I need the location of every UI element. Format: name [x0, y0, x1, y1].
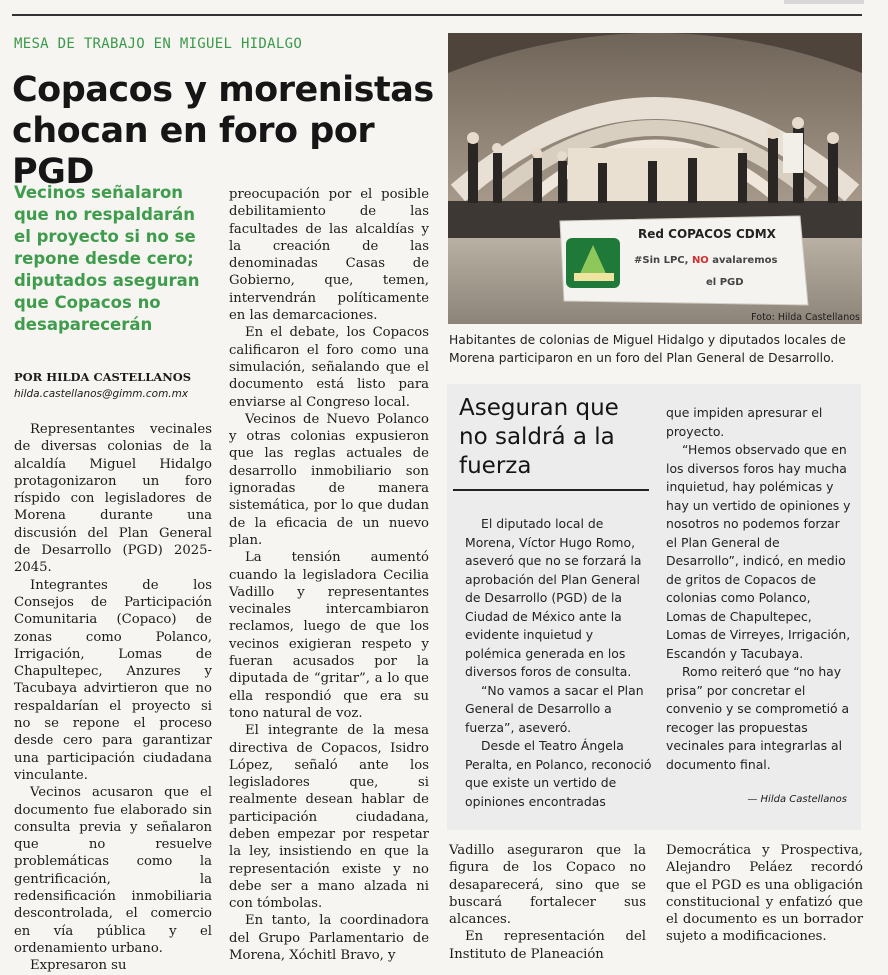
paragraph: Representantes vecinales de diversas colonias de la alcaldía Miguel Hidalgo protagonizaron un foro ríspido con legisladores de Morena durante una discusión del Plan General de Desarrollo (PGD) 2025-2045.	[14, 422, 212, 576]
protest-banner	[560, 216, 808, 305]
author-email[interactable]: hilda.castellanos@gimm.com.mx	[14, 388, 189, 400]
paragraph: Vadillo aseguraron que la figura de los Copaco no desaparecerá, sino que se buscará fortalecer sus alcances.	[449, 843, 646, 928]
article-column-4	[666, 842, 863, 962]
paragraph: Integrantes de los Consejos de Participación Comunitaria (Copaco) de zonas como Polanco, Irrigación, Lomas de Chapultepec, Anzures y Tacubaya advirtieron que no respaldarían el proyecto si no se repone el proceso desde cero para garantizar una participación ciudadana vinculante.	[14, 577, 212, 783]
corner-mark	[784, 0, 864, 4]
article-column-2	[229, 186, 429, 964]
section-kicker: MESA DE TRABAJO EN MIGUEL HIDALGO	[14, 36, 303, 52]
paragraph: En el debate, los Copacos calificaron el foro como una simulación, señalando que el documento está listo para enviarse al Congreso local.	[229, 325, 429, 410]
paragraph: “No vamos a sacar el Plan General de Desarrollo a fuerza”, aseveró.	[465, 682, 644, 735]
paragraph: El diputado local de Morena, Víctor Hugo Romo, aseveró que no se forzará la aprobación del Plan General de Desarrollo (PGD) de la Ciudad de México ante la evidente inquietud y polémica generada en los diversos foros de consulta.	[465, 516, 642, 679]
photo-credit: Foto: Hilda Castellanos	[751, 312, 860, 323]
news-photo	[448, 33, 862, 324]
byline: POR HILDA CASTELLANOS	[14, 370, 192, 384]
banner-line-2: #Sin LPC, NO avalaremos	[634, 255, 778, 266]
paragraph: Romo reiteró que “no hay prisa” por concretar el convenio y se comprometió a recoger las propuestas vecinales para integrarlas al documento final.	[666, 664, 850, 772]
sidebar-column-1	[465, 515, 653, 811]
article-column-3	[449, 842, 646, 962]
paragraph: El integrante de la mesa directiva de Copacos, Isidro López, señaló ante los legisladores que, si realmente desean hablar de participación ciudadana, deben empezar por respetar la ley, insistiendo en que la representación existe y no debe ser a mano alzada ni con tómbolas.	[229, 723, 429, 912]
paragraph: Vecinos acusaron que el documento fue elaborado sin consulta previa y señalaron que no resuelve problemáticas como la gentrificación, la redensificación inmobiliaria descontrolada, el comercio en vía pública y el ordenamiento urbano.	[14, 785, 212, 956]
sidebar-title-rule	[453, 489, 649, 491]
sidebar-column-2	[666, 404, 852, 774]
photo-caption: Habitantes de colonias de Miguel Hidalgo y diputados locales de Morena participaron en un foro del Plan General de Desarrollo.	[449, 333, 846, 365]
copacos-logo	[566, 238, 620, 288]
paragraph: Democrática y Prospectiva, Alejandro Peláez recordó que el PGD es una obligación constitucional y enfatizó que el documento es un borrador sujeto a modificaciones.	[666, 843, 863, 945]
article-column-1	[14, 421, 212, 974]
sidebar-title: Aseguran que no saldrá a la fuerza	[459, 395, 619, 479]
paragraph: “Hemos observado que en los diversos foros hay mucha inquietud, hay polémicas y hay un vertido de opiniones y nosotros no podemos forzar el Plan General de Desarrollo”, indicó, en medio de gritos de Copacos de colonias como Polanco, Lomas de Chapultepec, Lomas de Virreyes, Irrigación, Escandón y Tacubaya.	[666, 442, 851, 661]
paragraph: La tensión aumentó cuando la legisladora Cecilia Vadillo y representantes vecinales intercambiaron reclamos, luego de que los vecinos exigieran respeto y fueran acusados por la diputada de “gritar”, a lo que ella respondió que era su tono natural de voz.	[229, 550, 429, 721]
sidebar-box	[447, 384, 861, 830]
deck-subtitle: Vecinos señalaron que no respaldarán el proyecto si no se repone desde cero; diputados aseguran que Copacos no desaparecerán	[14, 183, 200, 334]
paragraph: En tanto, la coordinadora del Grupo Parlamentario de Morena, Xóchitl Bravo, y	[229, 913, 429, 964]
paragraph: Vecinos de Nuevo Polanco y otras colonias expusieron que las reglas actuales de desarrollo inmobiliario son ignoradas de manera sistemática, por lo que dudan de la eficacia de un nuevo plan.	[229, 411, 429, 548]
paragraph: preocupación por el posible debilitamiento de las facultades de las alcaldías y la creación de las denominadas Casas de Gobierno, que, temen, intervendrán políticamente en las demarcaciones.	[229, 187, 429, 324]
sidebar-signature: — Hilda Castellanos	[747, 794, 847, 805]
banner-line-1: Red COPACOS CDMX	[638, 227, 776, 241]
headline: Copacos y morenistas chocan en foro por PGD	[12, 70, 434, 192]
paragraph: En representación del Instituto de Planeación	[449, 929, 646, 962]
forum-photo-illustration	[448, 33, 862, 324]
paragraph: que impiden apresurar el proyecto.	[666, 405, 823, 439]
paragraph: Expresaron su	[30, 958, 127, 974]
top-rule	[12, 14, 862, 16]
banner-line-3: el PGD	[706, 277, 744, 288]
paragraph: Desde el Teatro Ángela Peralta, en Polanco, reconoció que existe un vertido de opiniones encontradas	[465, 738, 652, 809]
